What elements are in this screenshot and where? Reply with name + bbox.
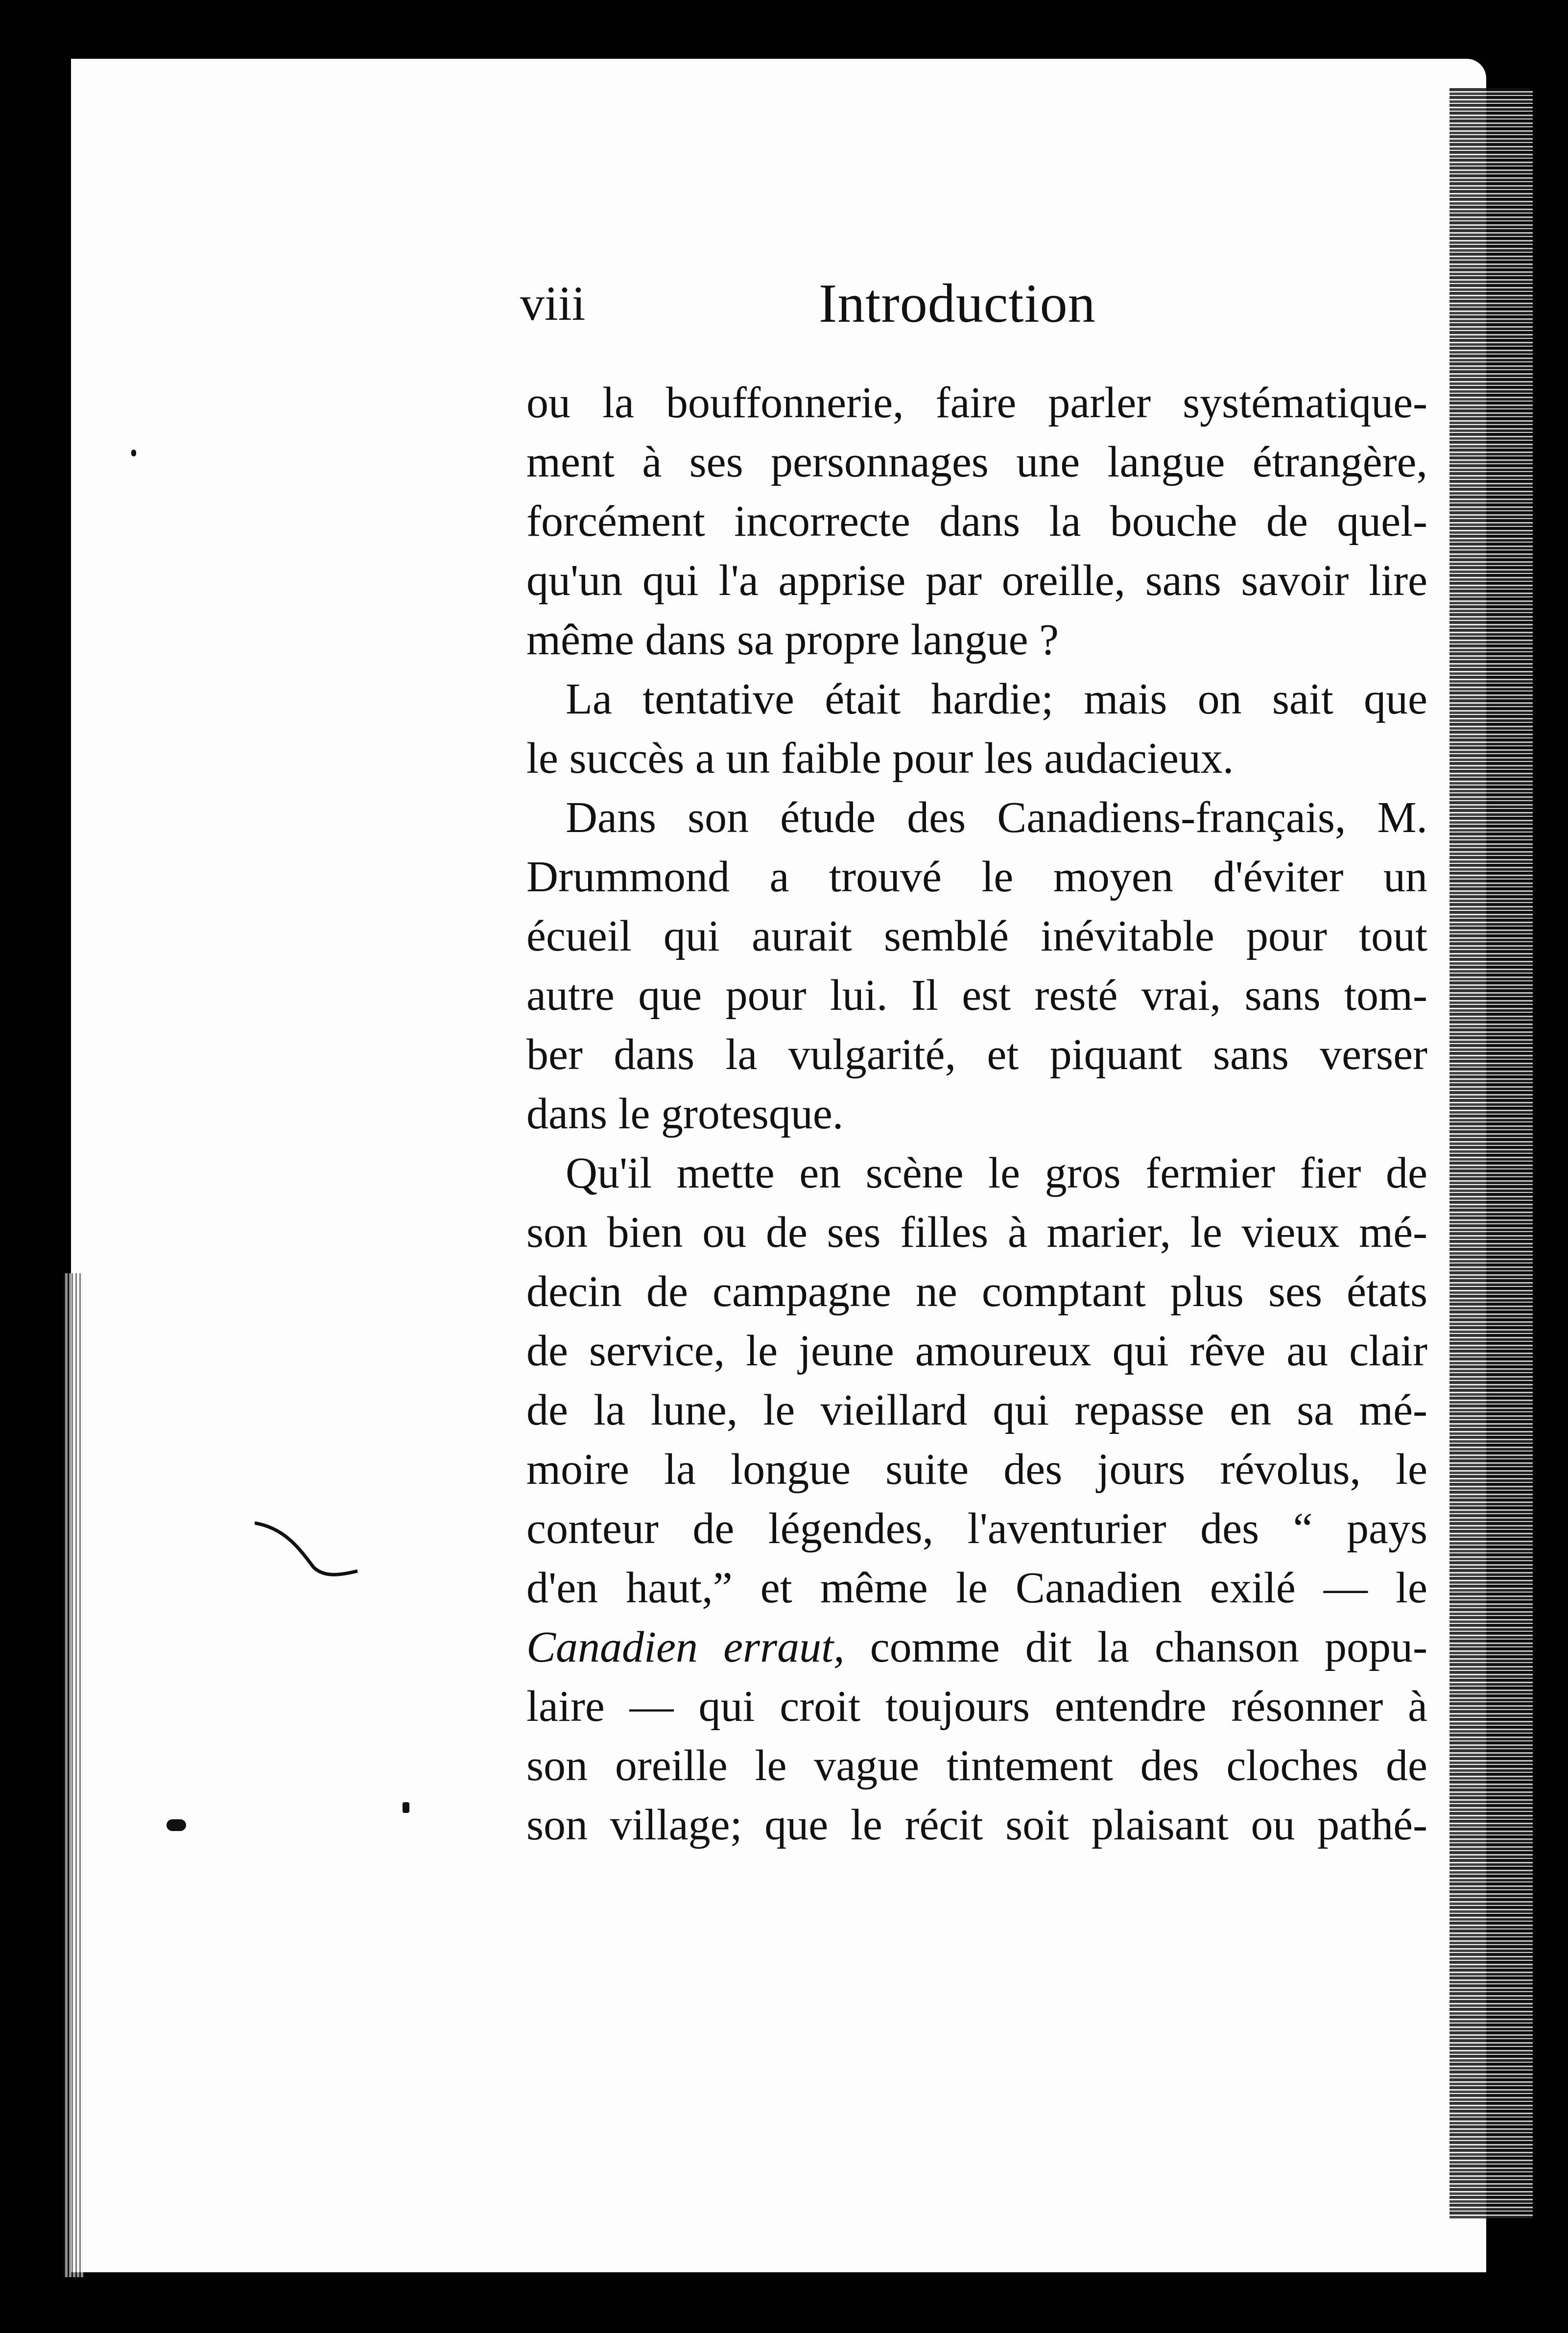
- body-text: [526, 373, 1427, 1855]
- chapter-title: Introduction: [819, 273, 1096, 334]
- ink-stroke: [255, 1518, 362, 1587]
- text-line: autre que pour lui. Il est resté vrai, sans tom-: [526, 971, 1427, 1020]
- text-line: conteur de légendes, l'aventurier des “ pays: [526, 1504, 1427, 1553]
- page-edge-shadow: [1449, 88, 1533, 2218]
- text-line-italic: [526, 1618, 1427, 1677]
- paragraph-2: [526, 669, 1427, 788]
- text-line: son bien ou de ses filles à marier, le vieux mé-: [526, 1208, 1427, 1257]
- text-line: ou la bouffonnerie, faire parler systématique-: [526, 379, 1427, 427]
- text-line: dans le grotesque.: [526, 1090, 844, 1138]
- italic-phrase: Canadien erraut,: [526, 1623, 845, 1671]
- text-line: Dans son étude des Canadiens-français, M.: [566, 793, 1427, 842]
- text-line: son village; que le récit soit plaisant ou pathé-: [526, 1801, 1427, 1849]
- binding-edge: [64, 1273, 83, 2277]
- text-line: même dans sa propre langue ?: [526, 616, 1059, 664]
- page-number: viii: [520, 276, 586, 331]
- text-line: de la lune, le vieillard qui repasse en sa mé-: [526, 1386, 1427, 1434]
- text-line: ber dans la vulgarité, et piquant sans verser: [526, 1030, 1427, 1079]
- speck: [403, 1802, 409, 1813]
- speck: [166, 1819, 186, 1831]
- text-line: La tentative était hardie; mais on sait que: [566, 675, 1427, 723]
- text-fragment: comme dit la chanson popu-: [844, 1623, 1427, 1671]
- text-line: le succès a un faible pour les audacieux.: [526, 734, 1234, 783]
- text-line: ment à ses personnages une langue étrangère,: [526, 438, 1427, 486]
- text-line: d'en haut,” et même le Canadien exilé — le: [526, 1564, 1427, 1612]
- text-line: Drummond a trouvé le moyen d'éviter un: [526, 853, 1427, 901]
- speck: [131, 450, 136, 456]
- text-line: moire la longue suite des jours révolus, le: [526, 1445, 1427, 1494]
- text-line: laire — qui croit toujours entendre résonner à: [526, 1682, 1427, 1731]
- paragraph-1: [526, 373, 1427, 669]
- text-line: de service, le jeune amoureux qui rêve au clair: [526, 1327, 1427, 1375]
- text-line: écueil qui aurait semblé inévitable pour tout: [526, 912, 1427, 960]
- text-line: qu'un qui l'a apprise par oreille, sans savoir lire: [526, 556, 1427, 605]
- paragraph-4: [526, 1143, 1427, 1855]
- text-line: son oreille le vague tintement des cloches de: [526, 1741, 1427, 1790]
- text-line: forcément incorrecte dans la bouche de quel-: [526, 497, 1427, 546]
- running-head: [520, 264, 1431, 343]
- text-line: Qu'il mette en scène le gros fermier fier de: [566, 1149, 1427, 1197]
- paragraph-3: [526, 788, 1427, 1143]
- text-line: decin de campagne ne comptant plus ses états: [526, 1267, 1427, 1316]
